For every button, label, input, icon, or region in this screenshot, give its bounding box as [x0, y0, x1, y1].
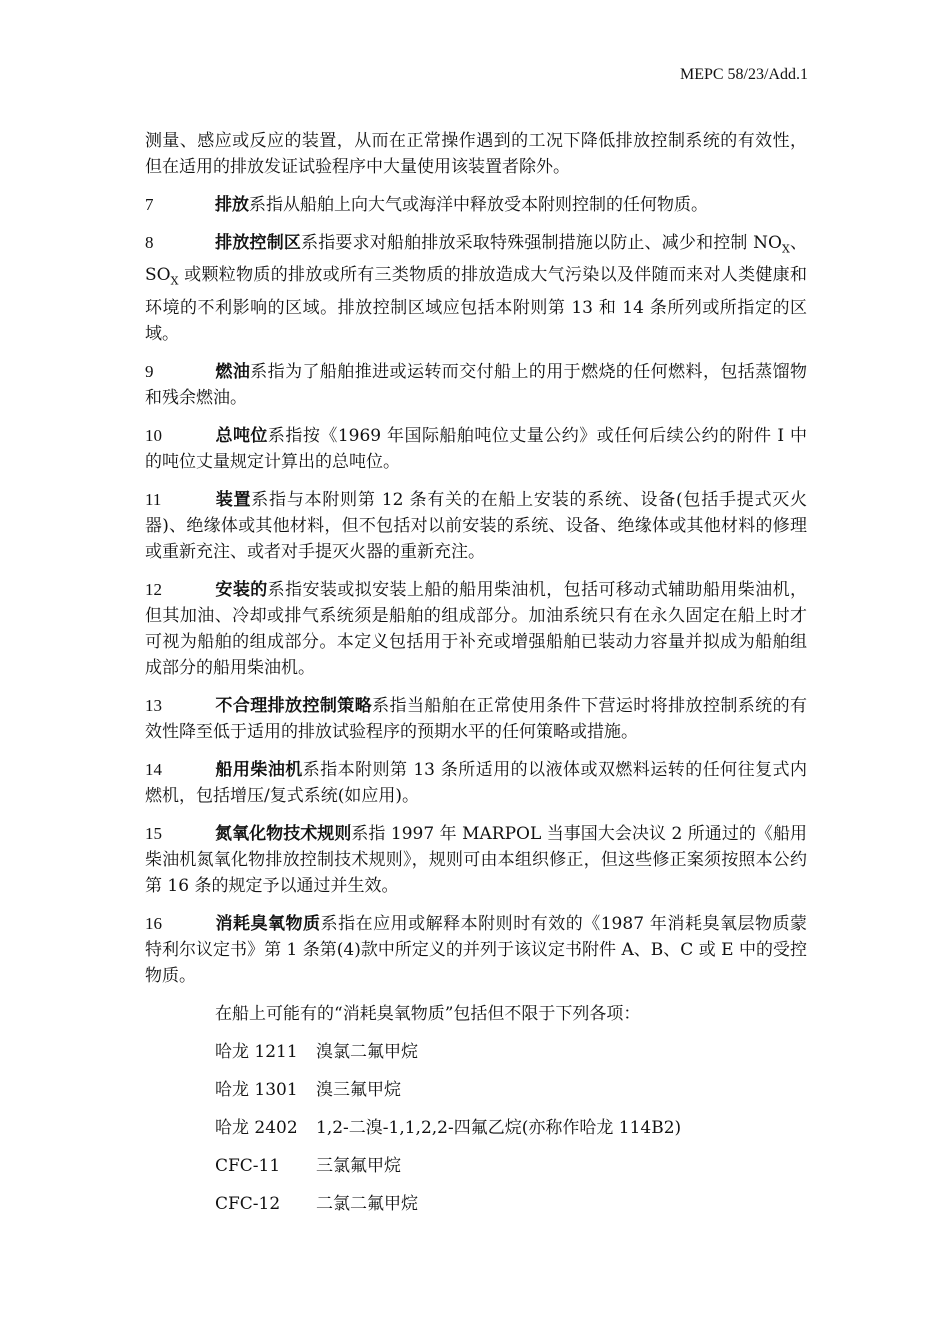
- substance-code: 哈龙 1211: [215, 1041, 298, 1062]
- definition-14: [145, 757, 807, 809]
- definition-text: 系指安装或拟安装上船的船用柴油机，包括可移动式辅助船用柴油机，但其加油、冷却或排气系统须是船舶的组成部分。加油系统只有在永久固定在船上时才可视为船舶的组成部分。本定义包括用于补充或增强船舶已装动力容量并拟成为船舶组成部分的船用柴油机。: [145, 579, 808, 678]
- paragraph-number: 9: [145, 361, 154, 381]
- paragraph-number: 12: [145, 579, 162, 599]
- definition-text: 系指本附则第 13 条所适用的以液体或双燃料运转的任何往复式内燃机，包括增压/复式系统(如应用)。: [145, 759, 807, 806]
- paragraph-number: 16: [145, 913, 162, 933]
- definition-text: 系指从船舶上向大气或海洋中释放受本附则控制的任何物质。: [249, 195, 708, 215]
- substance-name: 二氯二氟甲烷: [316, 1193, 418, 1214]
- defined-term: 消耗臭氧物质: [215, 913, 321, 934]
- defined-term: 燃油: [215, 361, 251, 382]
- substance-code: 哈龙 2402: [215, 1117, 298, 1138]
- list-item: [215, 1077, 807, 1103]
- defined-term: 船用柴油机: [215, 759, 303, 780]
- definition-text: 系指为了船舶推进或运转而交付船上的用于燃烧的任何燃料，包括蒸馏物和残余燃油。: [145, 361, 808, 408]
- definition-text: 或颗粒物质的排放或所有三类物质的排放造成大气污染以及伴随而来对人类健康和环境的不利影响的区域。排放控制区域应包括本附则第 13 和 14 条所列或所指定的区域。: [145, 265, 807, 344]
- paragraph-number: 11: [145, 489, 162, 509]
- definition-7: [145, 192, 807, 218]
- substance-code: CFC-11: [215, 1155, 281, 1176]
- list-item: [215, 1191, 807, 1217]
- substance-code: CFC-12: [215, 1193, 281, 1214]
- subscript-x: X: [782, 242, 790, 256]
- defined-term: 装置: [215, 489, 252, 510]
- substance-list: [215, 1039, 807, 1217]
- paragraph-number: 7: [145, 195, 154, 214]
- defined-term: 总吨位: [215, 425, 268, 446]
- definition-15: [145, 821, 807, 899]
- document-body: [145, 128, 807, 1229]
- document-reference: MEPC 58/23/Add.1: [679, 66, 808, 83]
- paragraph-number: 13: [145, 695, 162, 715]
- list-item: [215, 1153, 807, 1179]
- paragraph-number: 14: [145, 759, 162, 779]
- paragraph-number: 10: [145, 425, 162, 445]
- list-item: [215, 1115, 807, 1141]
- definition-text: 系指要求对船舶排放采取特殊强制措施以防止、减少和控制 NO: [301, 233, 782, 253]
- definition-10: [145, 423, 807, 475]
- definition-text: 、SO: [145, 233, 808, 286]
- defined-term: 氮氧化物技术规则: [215, 823, 352, 844]
- definition-text: 系指在应用或解释本附则时有效的《1987 年消耗臭氧层物质蒙特利尔议定书》第 1 条第(4)款中所定义的并列于该议定书附件 A、B、C 或 E 中的受控物质。: [145, 913, 808, 986]
- defined-term: 排放控制区: [215, 233, 302, 253]
- substance-name: 三氯氟甲烷: [316, 1155, 401, 1176]
- continuation-paragraph: 测量、感应或反应的装置，从而在正常操作遇到的工况下降低排放控制系统的有效性，但在适用的排放发证试验程序中大量使用该装置者除外。: [145, 131, 807, 177]
- paragraph-number: 8: [145, 233, 154, 252]
- substances-intro: 在船上可能有的“消耗臭氧物质”包括但不限于下列各项：: [215, 1003, 641, 1024]
- definition-text: 系指按《1969 年国际船舶吨位丈量公约》或任何后续公约的附件 I 中的吨位丈量规定计算出的总吨位。: [145, 425, 807, 472]
- definition-11: [145, 487, 807, 565]
- subscript-x: X: [170, 274, 179, 288]
- definition-13: [145, 693, 807, 745]
- substance-name: 溴氯二氟甲烷: [316, 1041, 418, 1062]
- definition-16: [145, 911, 807, 989]
- definition-text: 系指与本附则第 12 条有关的在船上安装的系统、设备(包括手提式灭火器)、绝缘体或其他材料，但不包括对以前安装的系统、设备、绝缘体或其他材料的修理或重新充注、或者对手提灭火器的重新充注。: [145, 489, 808, 562]
- substance-code: 哈龙 1301: [215, 1079, 298, 1100]
- list-item: [215, 1039, 807, 1065]
- substance-name: 溴三氟甲烷: [316, 1079, 401, 1100]
- definition-12: [145, 577, 807, 681]
- defined-term: 安装的: [215, 579, 268, 600]
- definition-text: 系指 1997 年 MARPOL 当事国大会决议 2 所通过的《船用柴油机氮氧化物排放控制技术规则》，规则可由本组织修正，但这些修正案须按照本公约第 16 条的规定予以通过并生效。: [145, 823, 807, 896]
- defined-term: 不合理排放控制策略: [215, 695, 373, 716]
- substance-name: 1,2-二溴-1,1,2,2-四氟乙烷(亦称作哈龙 114B2): [316, 1117, 682, 1138]
- defined-term: 排放: [215, 195, 249, 215]
- paragraph-number: 15: [145, 823, 162, 843]
- definition-text: 系指当船舶在正常使用条件下营运时将排放控制系统的有效性降至低于适用的排放试验程序的预期水平的任何策略或措施。: [145, 695, 808, 742]
- definition-8: [145, 230, 807, 347]
- definition-9: [145, 359, 807, 411]
